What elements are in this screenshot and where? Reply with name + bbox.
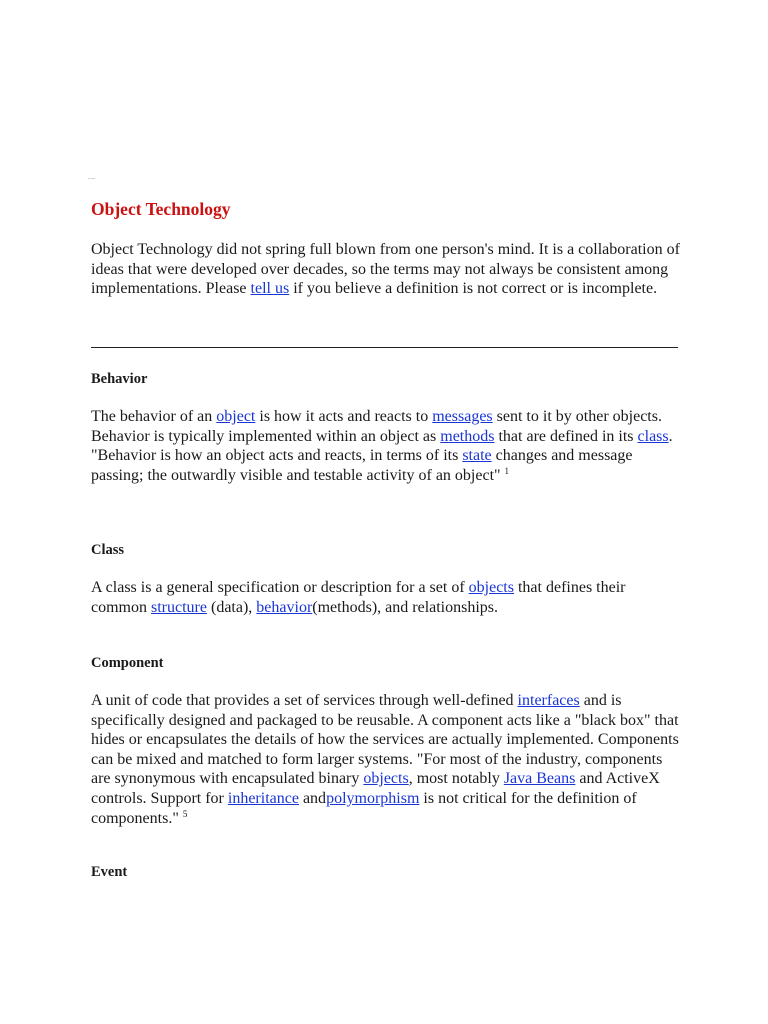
behavior-definition xyxy=(91,407,681,485)
objects-link[interactable]: objects xyxy=(468,579,514,596)
messages-link[interactable]: messages xyxy=(432,408,493,425)
class-heading: Class xyxy=(91,542,125,558)
behavior-paragraph xyxy=(91,407,681,485)
component-section xyxy=(91,655,681,672)
component-paragraph xyxy=(91,691,681,828)
text: that are defined in its xyxy=(494,427,638,445)
event-heading: Event xyxy=(91,864,128,880)
state-link[interactable]: state xyxy=(462,447,492,465)
inheritance-link[interactable]: inheritance xyxy=(227,789,299,807)
text: changes and message passing; the outwardly visible and testable activity of an object" xyxy=(91,447,633,484)
structure-link[interactable]: structure xyxy=(151,598,207,616)
footnote-ref: 1 xyxy=(504,465,510,476)
text: A class is a general specification or description for a set of xyxy=(91,579,469,596)
behavior-heading: Behavior xyxy=(91,371,148,387)
text: A unit of code that provides a set of services through well-defined xyxy=(91,692,518,709)
text: (data), xyxy=(206,598,257,616)
objects-link[interactable]: objects xyxy=(363,770,409,788)
text: . "Behavior is how an object acts and reacts, in terms of its xyxy=(91,427,673,465)
text: and xyxy=(298,789,327,807)
class-paragraph xyxy=(91,578,681,617)
text: (methods), and relationships. xyxy=(312,598,499,616)
text: that defines their common xyxy=(91,579,626,616)
text: and ActiveX controls. Support for xyxy=(91,770,660,807)
intro-text-end: if you believe a definition is not correct or is incomplete. xyxy=(289,280,658,298)
component-definition xyxy=(91,691,681,828)
class-definition xyxy=(91,578,681,617)
polymorphism-link[interactable]: polymorphism xyxy=(326,789,420,807)
intro-paragraph xyxy=(91,240,681,299)
behavior-section xyxy=(91,371,681,388)
behavior-link[interactable]: behavior xyxy=(256,598,313,616)
methods-link[interactable]: methods xyxy=(440,427,495,445)
class-link[interactable]: class xyxy=(637,427,669,445)
class-section xyxy=(91,542,681,559)
intro-section xyxy=(91,240,681,299)
interfaces-link[interactable]: interfaces xyxy=(517,692,580,709)
page-mark: ...... xyxy=(88,176,96,181)
object-link[interactable]: object xyxy=(216,408,256,425)
text: is not critical for the definition of components." xyxy=(91,789,637,827)
text: , most notably xyxy=(408,770,504,788)
text: The behavior of an xyxy=(91,408,217,425)
event-section xyxy=(91,864,681,881)
horizontal-rule xyxy=(91,347,678,348)
java-beans-link[interactable]: Java Beans xyxy=(503,770,576,788)
footnote-ref: 5 xyxy=(182,808,188,819)
page-title: Object Technology xyxy=(91,199,231,219)
tell-us-link[interactable]: tell us xyxy=(250,280,290,298)
component-heading: Component xyxy=(91,655,164,671)
text: and is specifically designed and packaged to be reusable. A component acts like a "black box" that hides or encapsulates the details of how the services are actually implemented. Components can be mixed and matched to form larger systems. "For most of the industry, components are synonymous with encapsulated binary xyxy=(91,692,679,788)
text: sent to it by other objects. Behavior is typically implemented within an object as xyxy=(91,408,662,445)
intro-text: Object Technology did not spring full blown from one person's mind. It is a collaboration of ideas that were developed over decades, so the terms may not always be consistent among implementations. Please xyxy=(91,241,680,298)
text: is how it acts and reacts to xyxy=(255,408,433,425)
